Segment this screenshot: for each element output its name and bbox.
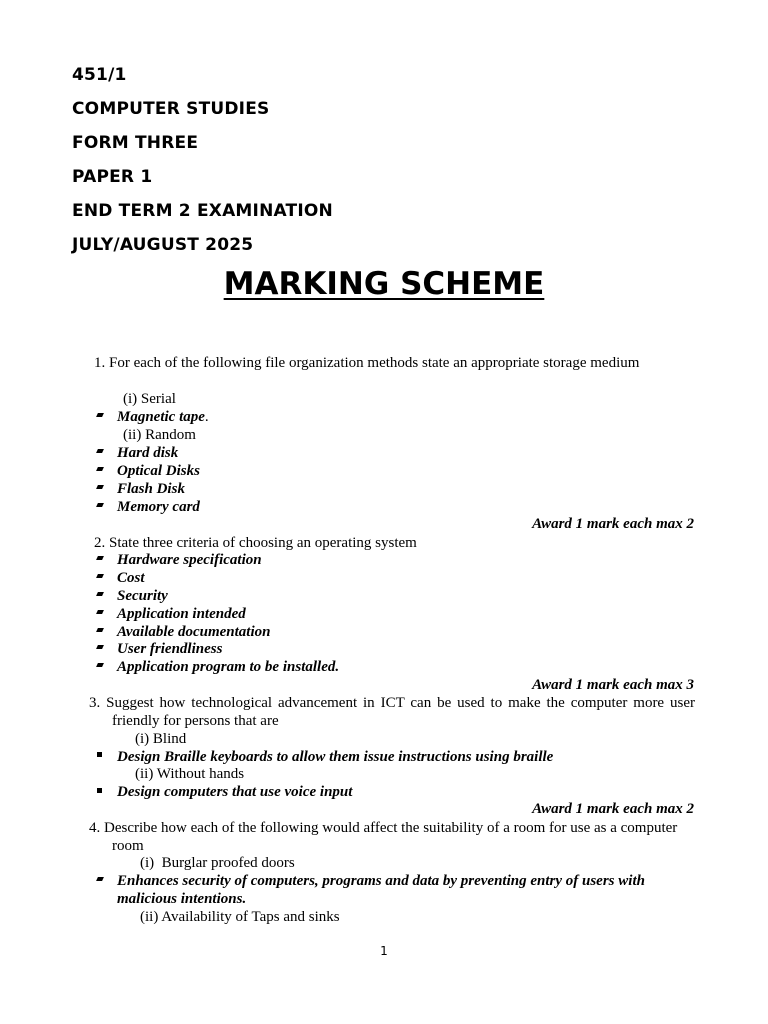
bullet-icon (96, 556, 104, 560)
bullet-icon (96, 663, 104, 667)
q3-sub-item-blind: (i) Blind (135, 731, 187, 747)
page-title: MARKING SCHEME (223, 266, 545, 302)
question-4-text: 4. Describe how each of the following would affect the suitability of a room for use as a computer (89, 820, 678, 836)
q1-award-note: Award 1 mark each max 2 (532, 516, 694, 532)
bullet-icon (96, 574, 104, 578)
bullet-icon (96, 592, 104, 596)
q4-answer-cont: malicious intentions. (117, 891, 247, 907)
bullet-icon (96, 485, 104, 489)
q1-answer: Magnetic tape. (117, 409, 209, 425)
q2-answer: Cost (117, 570, 145, 586)
bullet-icon (97, 788, 102, 793)
q1-answer: Optical Disks (117, 463, 200, 479)
bullet-icon (96, 467, 104, 471)
q2-answer: Security (117, 588, 168, 604)
q2-answer: Hardware specification (117, 552, 262, 568)
q1-answer: Hard disk (117, 445, 179, 461)
q1-answer: Memory card (117, 499, 200, 515)
q3-award-note: Award 1 mark each max 2 (532, 801, 694, 817)
q4-answer: Enhances security of computers, programs and data by preventing entry of users with (117, 873, 645, 889)
bullet-icon (96, 413, 104, 417)
bullet-icon (96, 628, 104, 632)
q2-answer: Application program to be installed. (117, 659, 340, 675)
question-4-text-cont: room (112, 838, 144, 854)
q1-sub-item-serial: (i) Serial (123, 391, 176, 407)
exam-code: 451/1 (72, 65, 127, 85)
question-2-text: 2. State three criteria of choosing an operating system (94, 535, 417, 551)
q3-sub-item-without-hands: (ii) Without hands (135, 766, 245, 782)
bullet-icon (96, 610, 104, 614)
subject-title: COMPUTER STUDIES (72, 99, 270, 119)
q2-answer: Application intended (117, 606, 246, 622)
q2-answer: User friendliness (117, 641, 223, 657)
page-number: 1 (380, 944, 388, 958)
exam-date: JULY/AUGUST 2025 (72, 235, 254, 255)
paper-number: PAPER 1 (72, 167, 153, 187)
bullet-icon (96, 645, 104, 649)
q4-sub-item-burglar-doors: (i) Burglar proofed doors (140, 855, 295, 871)
question-1-text: 1. For each of the following file organization methods state an appropriate storage medium (94, 355, 640, 371)
q3-answer: Design computers that use voice input (117, 784, 353, 800)
q2-answer: Available documentation (117, 624, 271, 640)
q3-answer: Design Braille keyboards to allow them issue instructions using braille (117, 749, 554, 765)
bullet-icon (96, 503, 104, 507)
q4-sub-item-taps-sinks: (ii) Availability of Taps and sinks (140, 909, 340, 925)
question-3-text: 3. Suggest how technological advancement in ICT can be used to make the computer more user (89, 695, 695, 711)
bullet-icon (97, 752, 102, 757)
exam-name: END TERM 2 EXAMINATION (72, 201, 333, 221)
bullet-icon (96, 877, 104, 881)
q1-sub-item-random: (ii) Random (123, 427, 196, 443)
q1-answer: Flash Disk (117, 481, 185, 497)
question-3-text-cont: friendly for persons that are (112, 713, 279, 729)
q2-award-note: Award 1 mark each max 3 (532, 677, 694, 693)
form-level: FORM THREE (72, 133, 199, 153)
bullet-icon (96, 449, 104, 453)
